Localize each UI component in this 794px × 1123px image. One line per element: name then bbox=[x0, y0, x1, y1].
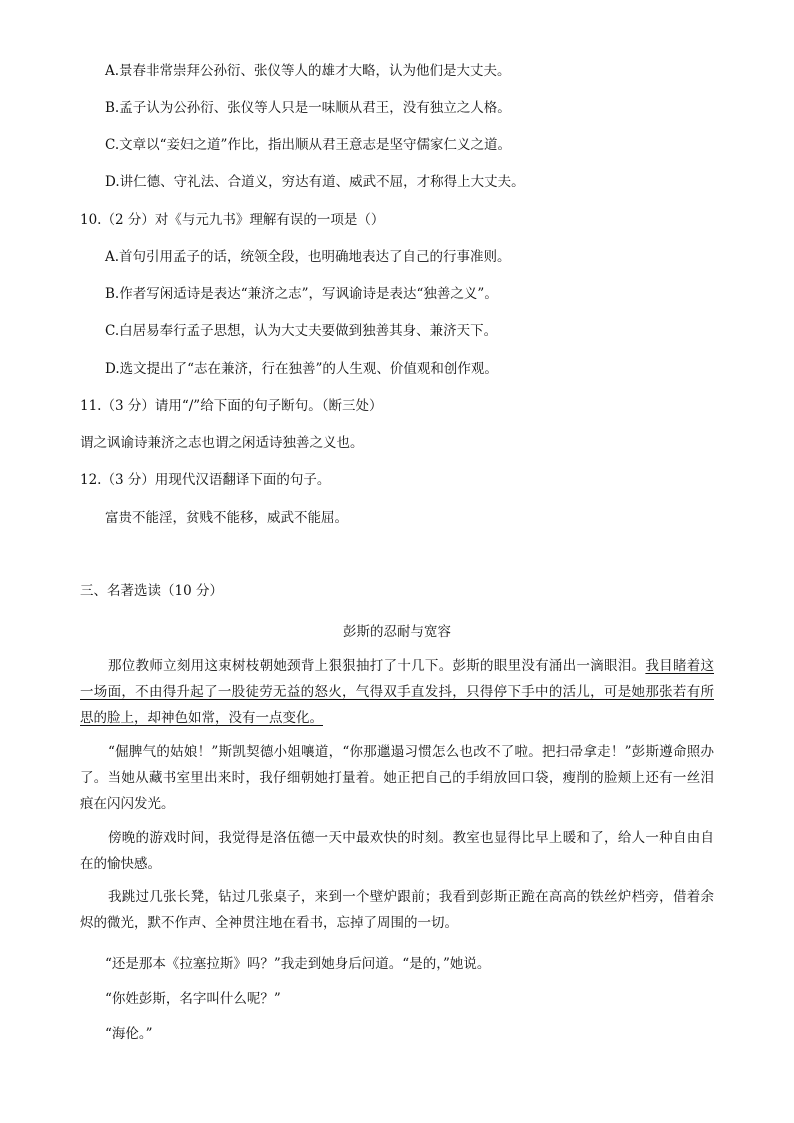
passage-paragraph-1 bbox=[80, 653, 714, 731]
section-heading: 三、名著选读（10 分） bbox=[80, 583, 223, 599]
q9-option-d: D.讲仁德、守礼法、合道义，穷达有道、威武不屈，才称得上大丈夫。 bbox=[105, 174, 525, 190]
q11-sentence: 谓之讽谕诗兼济之志也谓之闲适诗独善之义也。 bbox=[80, 435, 364, 451]
q12-sentence: 富贵不能淫，贫贱不能移，威武不能屈。 bbox=[105, 510, 348, 526]
q10-option-d: D.选文提出了“志在兼济，行在独善”的人生观、价值观和创作观。 bbox=[105, 361, 498, 377]
q11-stem: 11.（3 分）请用“/”给下面的句子断句。（断三处） bbox=[80, 398, 383, 414]
dialogue-line-1: “还是那本《拉塞拉斯》吗？”我走到她身后问道。“是的，”她说。 bbox=[105, 956, 491, 972]
q9-option-c: C.文章以“妾妇之道”作比，指出顺从君王意志是坚守儒家仁义之道。 bbox=[105, 137, 511, 153]
passage-paragraph-4: 我跳过几张长凳，钻过几张桌子，来到一个壁炉跟前；我看到彭斯正跪在高高的铁丝炉档旁，借着余烬的微光，默不作声、全神贯注地在看书，忘掉了周围的一切。 bbox=[80, 889, 714, 931]
q9-option-a: A.景春非常崇拜公孙衍、张仪等人的雄才大略，认为他们是大丈夫。 bbox=[105, 63, 511, 79]
q10-option-a: A.首句引用孟子的话，统领全段，也明确地表达了自己的行事准则。 bbox=[105, 249, 511, 265]
q12-stem: 12.（3 分）用现代汉语翻译下面的句子。 bbox=[80, 472, 331, 488]
passage-paragraph-2: “倔脾气的姑娘！”斯凯契德小姐嚷道，“你那邋遢习惯怎么也改不了啦。把扫帚拿走！”彭斯遵命照办了。当她从藏书室里出来时，我仔细朝她打量着。她正把自己的手绢放回口袋，瘦削的脸颊上还有一丝泪痕在闪闪发光。 bbox=[80, 744, 714, 812]
paragraph-1-text: 那位教师立刻用这束树枝朝她颈背上狠狠抽打了十几下。彭斯的眼里没有涌出一滴眼泪。 bbox=[108, 658, 646, 674]
dialogue-line-3: “海伦。” bbox=[105, 1026, 153, 1042]
q9-option-b: B.孟子认为公孙衍、张仪等人只是一味顺从君王，没有独立之人格。 bbox=[105, 100, 511, 116]
q10-stem: 10.（2 分）对《与元九书》理解有误的一项是（） bbox=[80, 212, 385, 228]
passage-title: 彭斯的忍耐与宽容 bbox=[343, 624, 451, 640]
passage-paragraph-3: 傍晚的游戏时间，我觉得是洛伍德一天中最欢快的时刻。教室也显得比早上暖和了，给人一种自由自在的愉快感。 bbox=[80, 830, 714, 872]
q10-option-c: C.白居易奉行孟子思想，认为大丈夫要做到独善其身、兼济天下。 bbox=[105, 323, 498, 339]
underlined-sentence: 我目睹着这一场面，不由得升起了一股徒劳无益的怒火，气得双手直发抖，只得停下手中的活儿，可是她那张若有所思的脸上，却神色如常，没有一点变化。 bbox=[80, 658, 715, 726]
dialogue-line-2: “你姓彭斯，名字叫什么呢？” bbox=[105, 991, 281, 1007]
q10-option-b: B.作者写闲适诗是表达“兼济之志”，写讽谕诗是表达“独善之义”。 bbox=[105, 286, 498, 302]
